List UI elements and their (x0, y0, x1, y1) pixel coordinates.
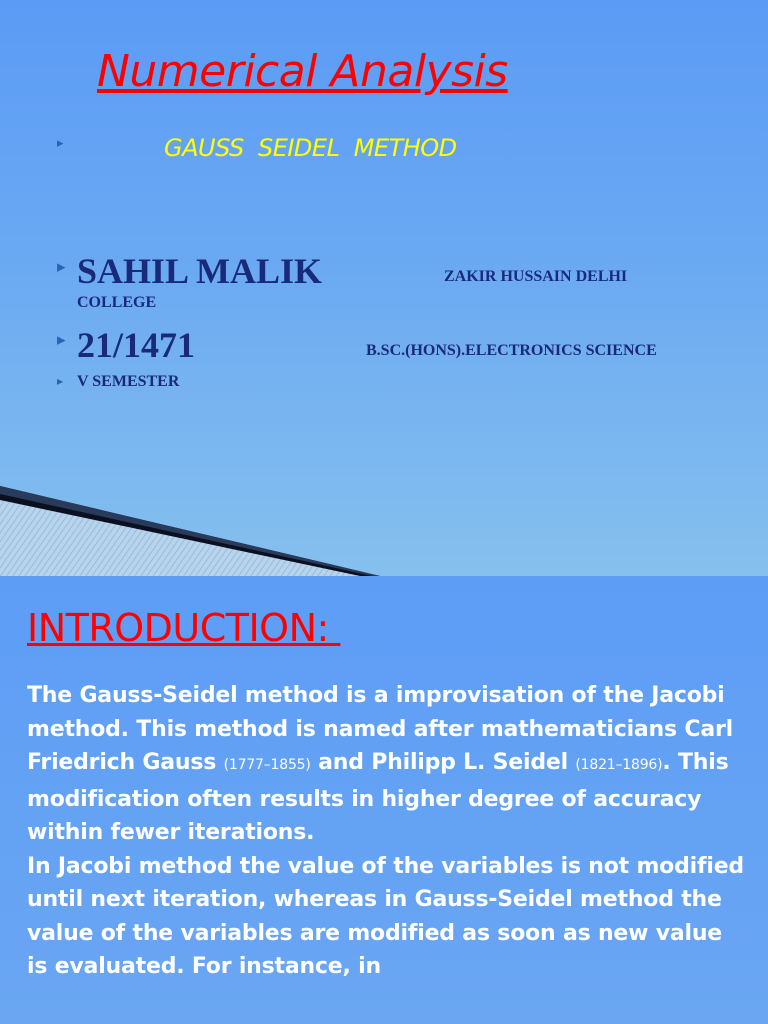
college-name-line2: COLLEGE (77, 294, 157, 311)
introduction-text (27, 679, 747, 984)
bullet-icon: ▸ (57, 257, 66, 277)
bullet-icon: ▸ (57, 330, 66, 350)
intro-paragraph-1a: The Gauss-Seidel method is a improvisation of the Jacobi method. This method is named after mathematicians Carl Friedrich Gauss (27, 683, 733, 775)
semester: V SEMESTER (77, 373, 180, 390)
decorative-wedge (0, 480, 380, 576)
course-name: B.SC.(HONS).ELECTRONICS SCIENCE (366, 342, 657, 359)
bullet-icon: ▸ (57, 136, 64, 151)
roll-number: 21/1471 (77, 325, 196, 365)
intro-paragraph-1b: and Philipp L. Seidel (310, 750, 576, 775)
intro-paragraph-1c: . This modification often results in higher degree of accuracy within fewer iterations. (27, 750, 729, 845)
gauss-years: (1777–1855) (223, 757, 311, 773)
college-name-line1: ZAKIR HUSSAIN DELHI (444, 268, 628, 285)
slide-title: Numerical Analysis (97, 46, 508, 97)
student-name: SAHIL MALIK (77, 251, 323, 291)
introduction-heading: INTRODUCTION: (27, 606, 341, 650)
bullet-icon: ▸ (57, 374, 64, 388)
seidel-years: (1821–1896) (575, 757, 663, 773)
method-subtitle: GAUSS SEIDEL METHOD (164, 134, 457, 162)
intro-paragraph-2: In Jacobi method the value of the variables is not modified until next iteration, whereas in Gauss-Seidel method the value of the variables are modified as soon as new value is evaluated. For instance, in (27, 853, 744, 979)
